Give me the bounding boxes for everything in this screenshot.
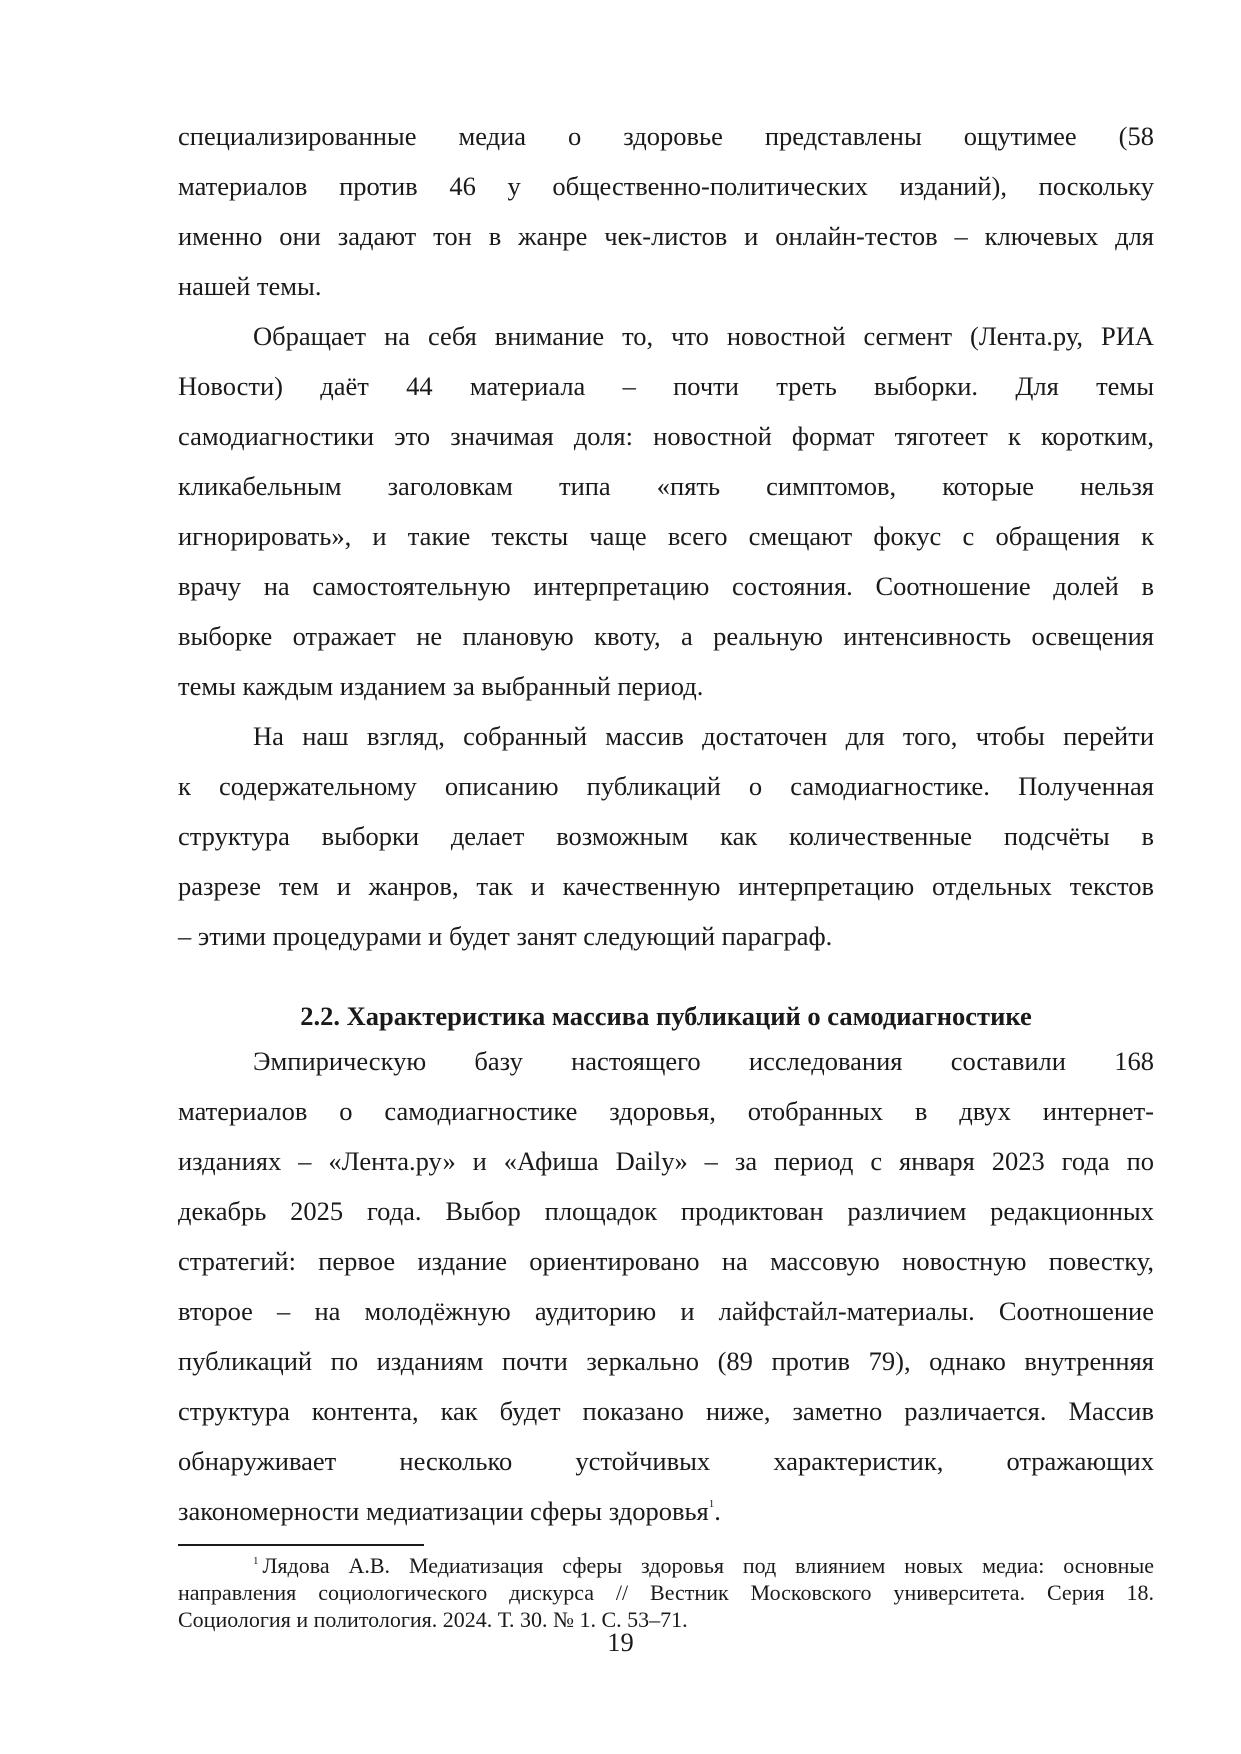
paragraph-2-line-6: врачу на самостоятельную интерпретацию состояния. Соотношение долей в bbox=[178, 571, 1154, 601]
paragraph-2-line-7: выборке отражает не плановую квоту, а реальную интенсивность освещения bbox=[178, 621, 1154, 651]
paragraph-2-line-3: самодиагностики это значимая доля: новостной формат тяготеет к коротким, bbox=[178, 421, 1154, 451]
paragraph-3-line-3: структура выборки делает возможным как количественные подсчёты в bbox=[178, 821, 1154, 851]
paragraph-1-line-2: материалов против 46 у общественно-политических изданий), поскольку bbox=[178, 171, 1154, 201]
paragraph-3-line-4: разрезе тем и жанров, так и качественную интерпретацию отдельных текстов bbox=[178, 871, 1154, 901]
section-line-5: стратегий: первое издание ориентировано на массовую новостную повестку, bbox=[178, 1246, 1154, 1276]
section-line-6: второе – на молодёжную аудиторию и лайфстайл-материалы. Соотношение bbox=[178, 1296, 1154, 1326]
footnote-separator bbox=[178, 1544, 424, 1546]
paragraph-3-line-5: – этими процедурами и будет занят следующий параграф. bbox=[178, 921, 833, 951]
paragraph-1-line-4: нашей темы. bbox=[178, 271, 322, 301]
section-line-2: материалов о самодиагностике здоровья, отобранных в двух интернет- bbox=[178, 1096, 1154, 1126]
footnote-reference[interactable]: 1 bbox=[708, 1498, 715, 1510]
paragraph-3-line-1: На наш взгляд, собранный массив достаточен для того, чтобы перейти bbox=[253, 721, 1154, 751]
footnote-line-3: Социология и политология. 2024. Т. 30. № 1. С. 53–71. bbox=[178, 1607, 688, 1632]
paragraph-1-line-3: именно они задают тон в жанре чек-листов и онлайн-тестов – ключевых для bbox=[178, 221, 1154, 251]
section-heading: 2.2. Характеристика массива публикаций о самодиагностике bbox=[300, 1001, 1032, 1031]
paragraph-1-line-1: специализированные медиа о здоровье представлены ощутимее (58 bbox=[178, 121, 1154, 151]
section-line-8: структура контента, как будет показано ниже, заметно различается. Массив bbox=[178, 1396, 1154, 1426]
section-line-1: Эмпирическую базу настоящего исследования составили 168 bbox=[253, 1046, 1154, 1076]
footnote-line-1 bbox=[253, 1552, 1154, 1579]
section-line-7: публикаций по изданиям почти зеркально (89 против 79), однако внутренняя bbox=[178, 1346, 1154, 1376]
section-line-3: изданиях – «Лента.ру» и «Афиша Daily» – за период с января 2023 года по bbox=[178, 1146, 1154, 1176]
paragraph-2-line-5: игнорировать», и такие тексты чаще всего смещают фокус с обращения к bbox=[178, 521, 1154, 551]
section-line-10-text: закономерности медиатизации сферы здоровья bbox=[178, 1496, 709, 1526]
footnote-line-1-text: Лядова А.В. Медиатизация сферы здоровья под влиянием новых медиа: основные bbox=[262, 1553, 1154, 1578]
paragraph-2-line-8: темы каждым изданием за выбранный период. bbox=[178, 671, 704, 701]
footnote-marker: 1 bbox=[253, 1555, 259, 1567]
section-line-9: обнаруживает несколько устойчивых характеристик, отражающих bbox=[178, 1446, 1154, 1476]
closing-punctuation: . bbox=[714, 1496, 721, 1526]
paragraph-2-line-4: кликабельным заголовкам типа «пять симптомов, которые нельзя bbox=[178, 471, 1154, 501]
section-line-4: декабрь 2025 года. Выбор площадок продиктован различием редакционных bbox=[178, 1196, 1154, 1226]
paragraph-2-line-2: Новости) даёт 44 материала – почти треть выборки. Для темы bbox=[178, 371, 1154, 401]
section-line-10 bbox=[178, 1486, 1154, 1536]
page-number: 19 bbox=[607, 1627, 634, 1657]
footnote-line-2: направления социологического дискурса // Вестник Московского университета. Серия 18. bbox=[178, 1580, 1154, 1605]
paragraph-2-line-1: Обращает на себя внимание то, что новостной сегмент (Лента.ру, РИА bbox=[253, 321, 1154, 351]
paragraph-3-line-2: к содержательному описанию публикаций о самодиагностике. Полученная bbox=[178, 771, 1154, 801]
